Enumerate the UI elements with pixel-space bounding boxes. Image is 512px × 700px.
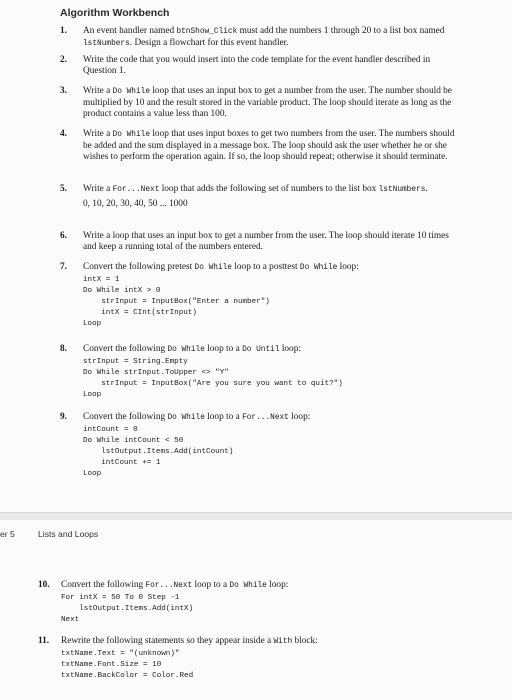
code-line: Loop	[83, 391, 102, 400]
chapter-label: er 5	[0, 529, 15, 539]
question-number: 9.	[60, 412, 67, 422]
inline-code: Do While	[167, 346, 205, 354]
question-2	[60, 55, 456, 77]
code-line: txtName.Text = "(unknown)"	[61, 650, 180, 659]
question-text: loop to a	[192, 580, 230, 590]
question-text: Convert the following pretest	[83, 262, 195, 272]
question-text: loop to a	[204, 344, 243, 354]
question-text: loop:	[288, 412, 311, 422]
question-number: 5.	[60, 184, 67, 194]
code-line: lstOutput.Items.Add(intX)	[61, 605, 194, 614]
question-text: loop:	[279, 344, 301, 354]
inline-code: lstNumbers	[378, 186, 426, 194]
number-sequence: 0, 10, 20, 30, 40, 50 ... 1000	[83, 199, 188, 210]
question-number: 1.	[60, 26, 67, 36]
question-text: block:	[292, 636, 318, 646]
code-line: txtName.BackColor = Color.Red	[61, 672, 194, 681]
code-line: txtName.Font.Size = 10	[61, 661, 162, 670]
code-line: intCount += 1	[83, 459, 161, 468]
code-line: For intX = 50 To 0 Step -1	[61, 594, 180, 603]
code-line: strInput = InputBox("Are you sure you want to quit?")	[83, 380, 343, 389]
question-number: 8.	[60, 344, 67, 354]
question-5	[60, 184, 456, 210]
question-text: loop that adds the following set of numbers to the list box	[159, 184, 379, 194]
question-text: loop:	[337, 262, 359, 272]
inline-code: For...Next	[145, 582, 193, 590]
question-text: Write a	[83, 184, 113, 194]
code-line: intCount = 0	[83, 426, 138, 435]
code-line: strInput = InputBox("Enter a number")	[83, 298, 270, 307]
inline-code: Do While	[112, 131, 151, 139]
inline-code: Do While	[299, 264, 338, 272]
question-number: 2.	[60, 55, 67, 65]
question-text: Convert the following	[83, 412, 168, 422]
question-text: Write the code that you would insert into the code template for the event handler described in Question 1.	[83, 55, 431, 77]
code-line: Do While strInput.ToUpper <> "Y"	[83, 369, 229, 378]
code-line: intX = 1	[83, 276, 120, 285]
inline-code: btnShow_Click	[176, 28, 238, 36]
inline-code: lstNumbers	[83, 40, 130, 49]
question-number: 3.	[60, 86, 67, 96]
question-text: loop that uses input boxes to get two numbers from the user. The numbers should be added and the sum displayed in a message box. The loop should ask the user whether he or she wishes to perform the operation again. If so, the loop should repeat; otherwise it should terminate.	[83, 129, 455, 163]
inline-code: Do Until	[242, 346, 280, 354]
inline-code: Do While	[229, 582, 267, 590]
question-1	[60, 26, 456, 50]
question-10	[38, 580, 458, 626]
section-heading: Algorithm Workbench	[60, 7, 170, 19]
question-3	[60, 86, 456, 121]
code-line: Loop	[83, 470, 102, 479]
question-6	[60, 231, 456, 253]
question-text: loop to a posttest	[231, 262, 300, 272]
question-number: 11.	[38, 636, 50, 646]
question-text: must add the numbers 1 through 20 to a list box named	[237, 26, 445, 36]
code-line: Do While intCount < 50	[83, 437, 184, 446]
question-4	[60, 129, 456, 164]
question-text: . Design a flowchart for this event handler.	[129, 38, 289, 49]
question-number: 10.	[38, 580, 50, 590]
inline-code: Do While	[112, 88, 151, 96]
inline-code: Do While	[194, 264, 232, 272]
chapter-title: Lists and Loops	[38, 529, 99, 539]
inline-code: Do While	[167, 414, 205, 422]
question-text: Write a	[83, 129, 113, 139]
question-text: loop:	[266, 580, 289, 590]
question-text: .	[425, 184, 428, 194]
question-number: 6.	[60, 231, 67, 241]
question-text: loop that uses an input box to get a number from the user. The number should be multiplied by 10 and the result stored in the variable product. The loop should iterate as long as the product contains a value less than 100.	[83, 86, 452, 120]
code-line: Loop	[83, 320, 102, 329]
code-line: Next	[61, 616, 80, 625]
question-text: Rewrite the following statements so they appear inside a	[61, 636, 274, 646]
question-text: An event handler named	[83, 26, 177, 36]
inline-code: For...Next	[242, 414, 289, 422]
code-line: strInput = String.Empty	[83, 358, 188, 367]
code-line: intX = CInt(strInput)	[83, 309, 197, 318]
question-8	[60, 344, 456, 401]
question-number: 4.	[60, 129, 67, 139]
question-7	[60, 262, 456, 330]
question-text: Write a	[83, 86, 113, 96]
page-bottom-section	[0, 520, 512, 700]
inline-code: For...Next	[112, 186, 160, 194]
inline-code: With	[273, 638, 293, 646]
question-text: Convert the following	[83, 344, 168, 354]
code-line: lstOutput.Items.Add(intCount)	[83, 448, 234, 457]
question-number: 7.	[60, 262, 67, 272]
question-text: Convert the following	[61, 580, 146, 590]
code-line: Do While intX > 0	[83, 287, 161, 296]
question-text: Write a loop that uses an input box to get a number from the user. The loop should iterate 10 times and keep a running total of the numbers entered.	[83, 231, 449, 253]
question-9	[60, 412, 456, 480]
question-11	[38, 636, 458, 682]
question-text: loop to a	[204, 412, 243, 422]
